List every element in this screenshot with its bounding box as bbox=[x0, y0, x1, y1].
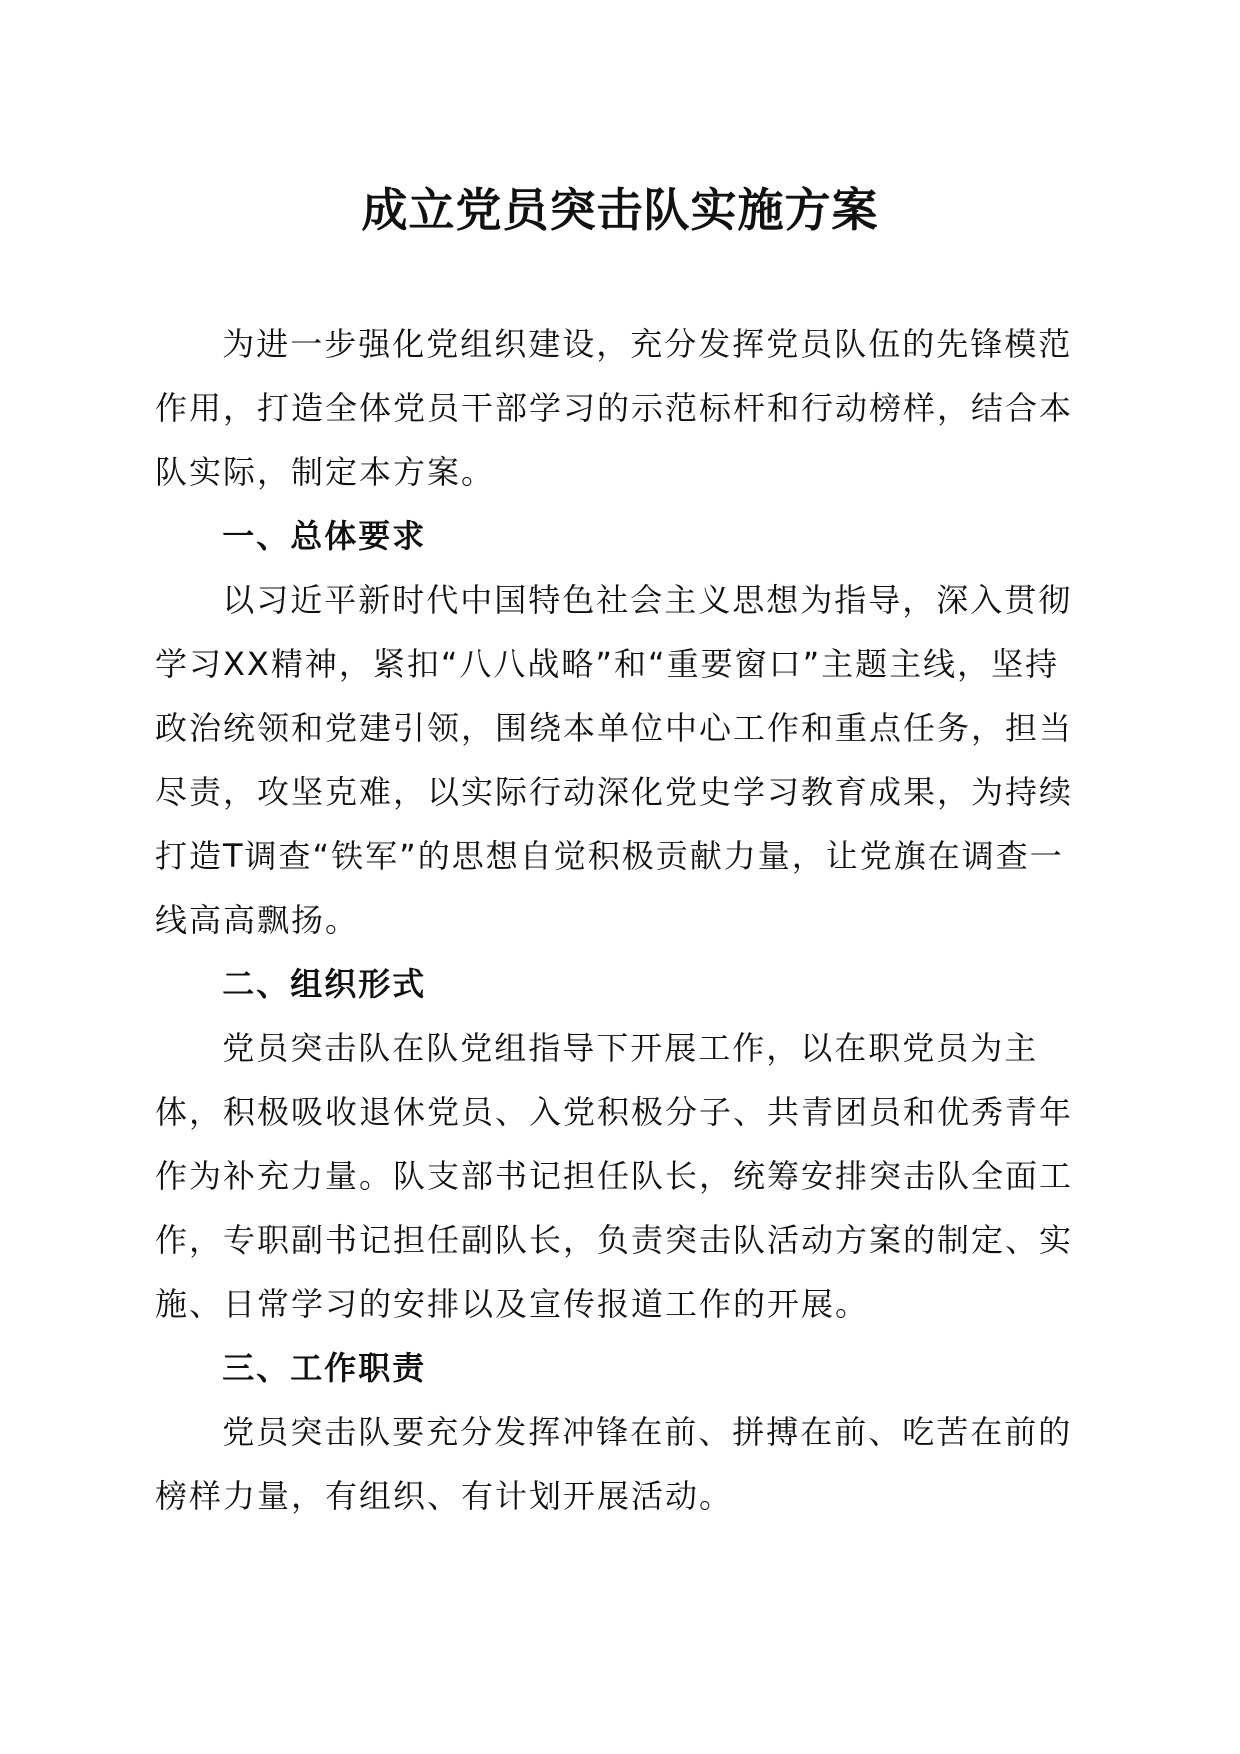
intro-paragraph: 为进一步强化党组织建设，充分发挥党员队伍的先锋模范作用，打造全体党员干部学习的示范标杆和行动榜样，结合本队实际，制定本方案。 bbox=[155, 325, 1074, 491]
section-paragraph-organization-form: 党员突击队在队党组指导下开展工作，以在职党员为主体，积极吸收退休党员、入党积极分子、共青团员和优秀青年作为补充力量。队支部书记担任队长，统筹安排突击队全面工作，专职副书记担任副队长，负责突击队活动方案的制定、实施、日常学习的安排以及宣传报道工作的开展。 bbox=[155, 1029, 1074, 1323]
document-title: 成立党员突击队实施方案 bbox=[361, 183, 879, 237]
section-heading-duties: 三、工作职责 bbox=[222, 1349, 427, 1387]
section-heading-general-requirements: 一、总体要求 bbox=[222, 517, 427, 555]
section-heading-organization-form: 二、组织形式 bbox=[222, 965, 427, 1003]
section-paragraph-duties: 党员突击队要充分发挥冲锋在前、拼搏在前、吃苦在前的榜样力量，有组织、有计划开展活动。 bbox=[155, 1413, 1073, 1515]
document-body bbox=[155, 312, 1085, 1528]
section-paragraph-general-requirements: 以习近平新时代中国特色社会主义思想为指导，深入贯彻学习XX精神，紧扣“八八战略”和“重要窗口”主题主线，坚持政治统领和党建引领，围绕本单位中心工作和重点任务，担当尽责，攻坚克难，以实际行动深化党史学习教育成果，为持续打造T调查“铁军”的思想自觉积极贡献力量，让党旗在调查一线高高飘扬。 bbox=[155, 581, 1074, 939]
